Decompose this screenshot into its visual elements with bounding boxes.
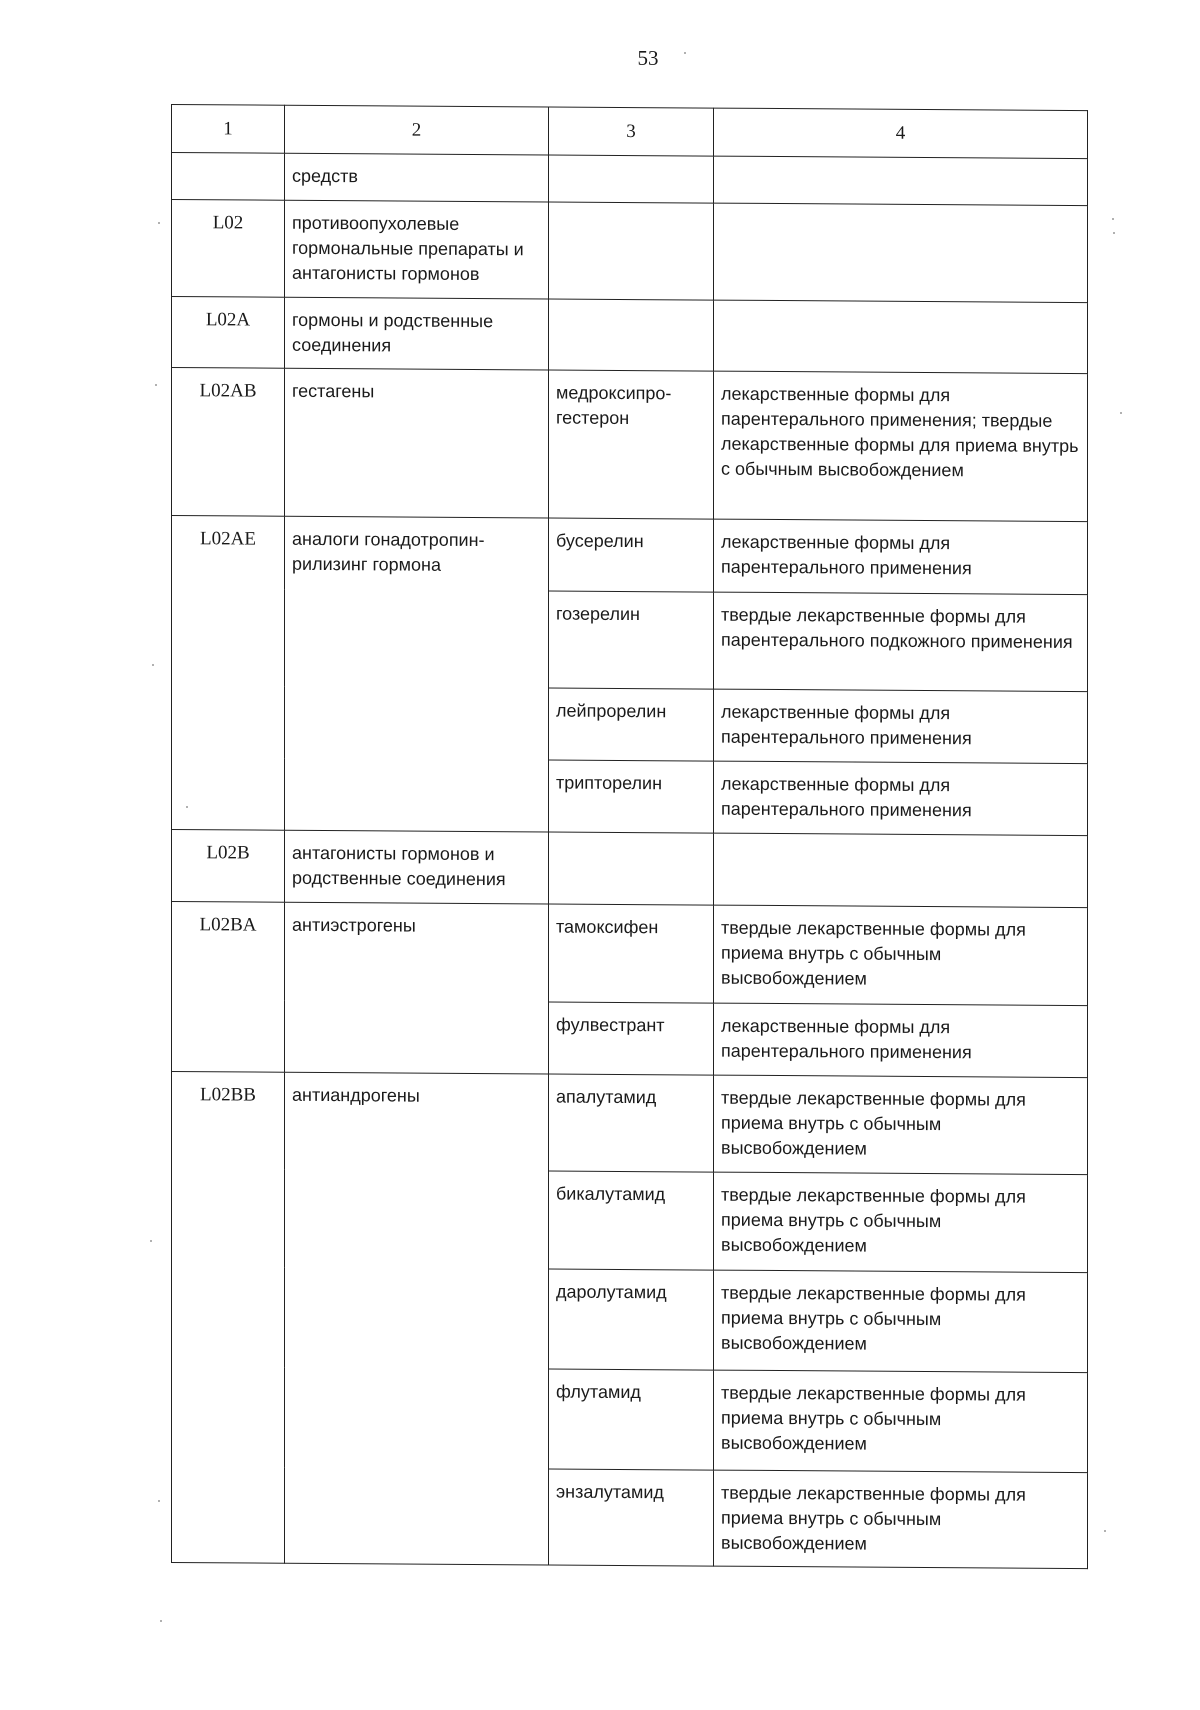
table-row bbox=[172, 368, 1088, 522]
dosage-form-cell bbox=[714, 300, 1088, 373]
atc-code-cell: L02A bbox=[172, 297, 285, 369]
group-name-cell: противоопухолевые гормональные препараты и антагонисты гормонов bbox=[285, 200, 549, 299]
atc-code-cell: L02AE bbox=[172, 516, 285, 831]
scan-speck bbox=[160, 1620, 162, 1622]
atc-code-cell: L02BB bbox=[172, 1072, 285, 1564]
page-number: 53 bbox=[637, 46, 659, 70]
group-name-cell: антиандрогены bbox=[285, 1072, 549, 1565]
dosage-form-cell: твердые лекарственные формы для приема внутрь с обычным высвобождением bbox=[714, 905, 1088, 1005]
dosage-form-cell: лекарственные формы для парентерального применения; твердые лекарственные формы для приема внутрь с обычным высвобождением bbox=[714, 371, 1088, 521]
dosage-form-cell: твердые лекарственные формы для приема внутрь с обычным высвобождением bbox=[714, 1470, 1088, 1568]
group-name-cell: аналоги гонадотропин-рилизинг гормона bbox=[285, 516, 549, 832]
substance-cell: бусерелин bbox=[549, 518, 714, 592]
table-row bbox=[172, 516, 1088, 595]
scan-speck bbox=[1113, 232, 1115, 234]
substance-cell bbox=[549, 155, 714, 203]
dosage-form-cell: лекарственные формы для парентерального применения bbox=[714, 689, 1088, 763]
dosage-form-cell bbox=[714, 156, 1088, 205]
atc-code-cell: L02B bbox=[172, 830, 285, 903]
dosage-form-cell: твердые лекарственные формы для приема внутрь с обычным высвобождением bbox=[714, 1172, 1088, 1272]
column-header-2: 2 bbox=[285, 105, 549, 155]
dosage-form-cell: лекарственные формы для парентерального применения bbox=[714, 1003, 1088, 1077]
table-row bbox=[172, 297, 1088, 374]
table-row bbox=[172, 830, 1088, 908]
table-row bbox=[172, 902, 1088, 1006]
scan-speck bbox=[155, 384, 157, 386]
dosage-form-cell: лекарственные формы для парентерального применения bbox=[714, 761, 1088, 835]
substance-cell: лейпрорелин bbox=[549, 688, 714, 761]
scan-speck bbox=[1112, 218, 1114, 220]
atc-code-cell: L02 bbox=[172, 200, 285, 298]
substance-cell: фулвестрант bbox=[549, 1002, 714, 1075]
group-name-cell: гестагены bbox=[285, 368, 549, 518]
dosage-form-cell: твердые лекарственные формы для приема внутрь с обычным высвобождением bbox=[714, 1270, 1088, 1372]
column-header-1: 1 bbox=[172, 105, 285, 154]
column-header-3: 3 bbox=[549, 107, 714, 156]
table-row bbox=[172, 153, 1088, 206]
scan-speck bbox=[684, 52, 686, 54]
substance-cell: медроксипро-гестерон bbox=[549, 370, 714, 519]
group-name-cell: гормоны и родственные соединения bbox=[285, 297, 549, 370]
substance-cell: флутамид bbox=[549, 1369, 714, 1470]
dosage-form-cell bbox=[714, 203, 1088, 302]
table-row bbox=[172, 1072, 1088, 1175]
substance-cell: трипторелин bbox=[549, 760, 714, 833]
atc-table bbox=[171, 104, 1088, 1569]
scan-speck bbox=[158, 1500, 160, 1502]
substance-cell: бикалутамид bbox=[549, 1171, 714, 1270]
substance-cell bbox=[549, 832, 714, 905]
scan-speck bbox=[152, 664, 154, 666]
scan-speck bbox=[1120, 412, 1122, 414]
atc-code-cell: L02AB bbox=[172, 368, 285, 517]
substance-cell: даролутамид bbox=[549, 1269, 714, 1370]
dosage-form-cell: твердые лекарственные формы для приема внутрь с обычным высвобождением bbox=[714, 1075, 1088, 1174]
scan-speck bbox=[150, 1240, 152, 1242]
scan-speck bbox=[158, 222, 160, 224]
table-header-row bbox=[172, 105, 1088, 159]
group-name-cell: средств bbox=[285, 153, 549, 202]
substance-cell bbox=[549, 299, 714, 371]
dosage-form-cell: твердые лекарственные формы для приема внутрь с обычным высвобождением bbox=[714, 1370, 1088, 1472]
substance-cell: апалутамид bbox=[549, 1074, 714, 1172]
dosage-form-cell: твердые лекарственные формы для парентерального подкожного применения bbox=[714, 592, 1088, 691]
atc-code-cell: L02BA bbox=[172, 902, 285, 1073]
substance-cell bbox=[549, 202, 714, 300]
group-name-cell: антагонисты гормонов и родственные соединения bbox=[285, 830, 549, 904]
atc-code-cell bbox=[172, 153, 285, 201]
substance-cell: гозерелин bbox=[549, 591, 714, 689]
dosage-form-cell: лекарственные формы для парентерального применения bbox=[714, 519, 1088, 594]
dosage-form-cell bbox=[714, 833, 1088, 907]
scan-speck bbox=[186, 806, 188, 808]
table-row bbox=[172, 200, 1088, 303]
group-name-cell: антиэстрогены bbox=[285, 902, 549, 1074]
substance-cell: тамоксифен bbox=[549, 904, 714, 1003]
scan-speck bbox=[1104, 1530, 1106, 1532]
substance-cell: энзалутамид bbox=[549, 1469, 714, 1566]
column-header-4: 4 bbox=[714, 108, 1088, 158]
